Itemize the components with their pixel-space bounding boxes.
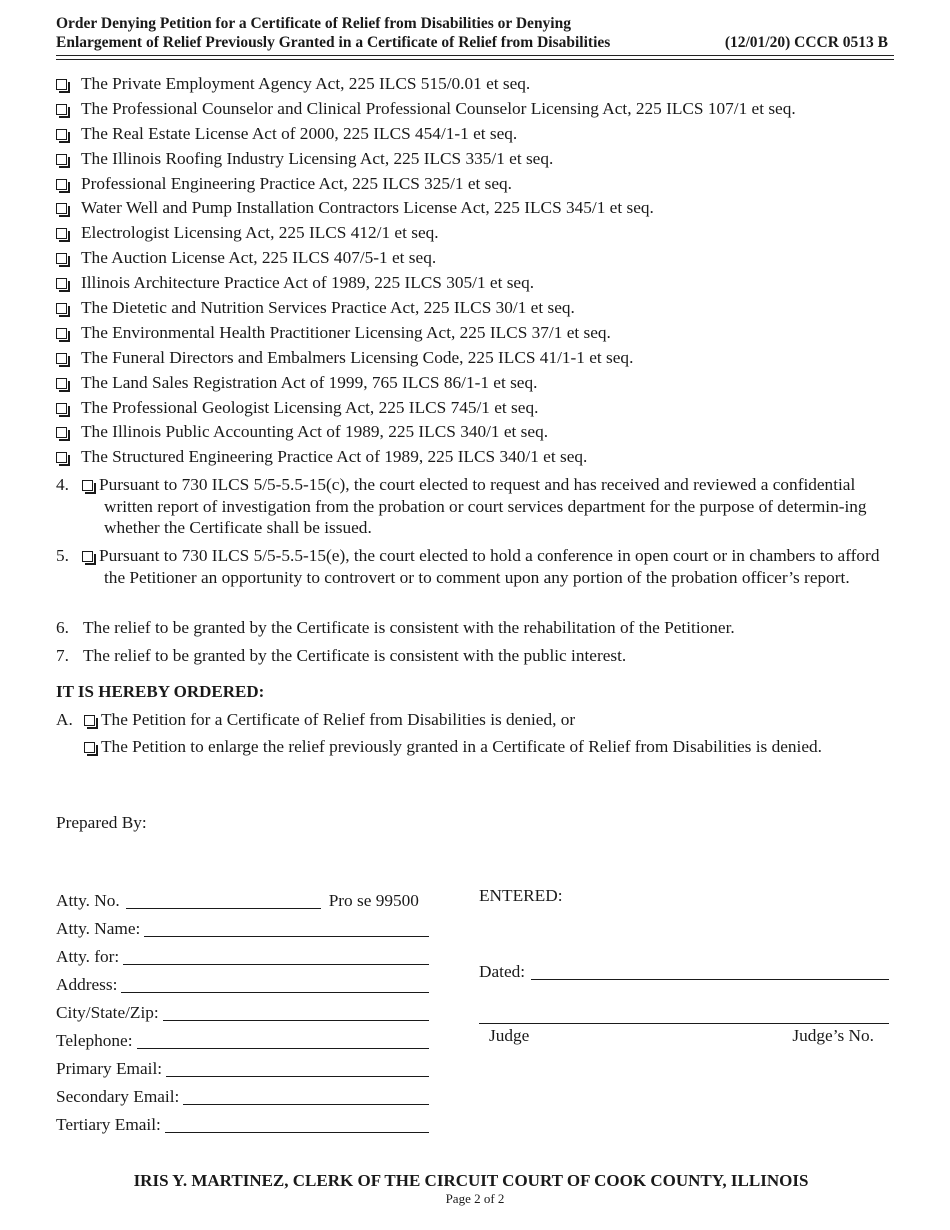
licensing-acts-list — [56, 72, 896, 470]
deny-enlargement-checkbox[interactable] — [84, 742, 95, 753]
header-rule-thin — [56, 59, 894, 60]
list-item — [56, 97, 896, 122]
act-label: The Environmental Health Practitioner Licensing Act, 225 ILCS 37/1 et seq. — [81, 322, 611, 342]
atty-no-field[interactable] — [126, 907, 321, 909]
act-label: The Real Estate License Act of 2000, 225 ILCS 454/1-1 et seq. — [81, 123, 518, 143]
dated-row — [479, 960, 889, 984]
field-label: Atty. Name: — [56, 919, 141, 938]
act-label: The Illinois Roofing Industry Licensing Act, 225 ILCS 335/1 et seq. — [81, 148, 554, 168]
finding-text: Pursuant to 730 ILCS 5/5-5.5-15(c), the court elected to request and has received and reviewed a confidential written report of investigation from the probation or court services department for the purpose of determin-ing whether the Certificate shall be issued. — [99, 475, 867, 537]
list-item — [56, 172, 896, 197]
finding-5-checkbox[interactable] — [82, 551, 93, 562]
act-label: The Private Employment Agency Act, 225 ILCS 515/0.01 et seq. — [81, 74, 531, 93]
atty-no-row — [56, 885, 429, 913]
atty-name-field[interactable] — [144, 935, 429, 937]
entered-label: ENTERED: — [479, 886, 563, 905]
act-label: Illinois Architecture Practice Act of 1989, 225 ILCS 305/1 et seq. — [81, 273, 535, 293]
field-label: Atty. No. — [56, 891, 120, 910]
order-option-deny-certificate — [56, 710, 575, 730]
order-option-deny-enlargement — [84, 737, 822, 757]
checkbox[interactable] — [56, 328, 67, 339]
act-label: The Dietetic and Nutrition Services Practice Act, 225 ILCS 30/1 et seq. — [81, 298, 575, 318]
list-item — [56, 445, 896, 470]
act-label: The Illinois Public Accounting Act of 1989, 225 ILCS 340/1 et seq. — [81, 422, 549, 442]
judge-signature-line[interactable] — [479, 1023, 889, 1024]
pro-se-code: Pro se 99500 — [328, 891, 419, 910]
act-label: The Land Sales Registration Act of 1999, 765 ILCS 86/1-1 et seq. — [81, 372, 538, 392]
secondary-email-row — [56, 1081, 429, 1109]
finding-text: The relief to be granted by the Certificate is consistent with the rehabilitation of the Petitioner. — [83, 618, 735, 637]
page-number: Page 2 of 2 — [445, 1191, 505, 1206]
attorney-info-block — [56, 885, 429, 1137]
prepared-by-label: Prepared By: — [56, 813, 147, 832]
list-item — [56, 196, 896, 221]
list-item — [56, 271, 896, 296]
field-label: Primary Email: — [56, 1059, 163, 1078]
field-label: City/State/Zip: — [56, 1003, 159, 1022]
list-item — [56, 147, 896, 172]
checkbox[interactable] — [56, 79, 67, 90]
finding-text: The relief to be granted by the Certificate is consistent with the public interest. — [83, 646, 627, 665]
act-label: Professional Engineering Practice Act, 225 ILCS 325/1 et seq. — [81, 173, 512, 193]
finding-6 — [56, 617, 896, 639]
act-label: The Auction License Act, 225 ILCS 407/5-1 et seq. — [81, 248, 437, 268]
finding-number: 4. — [56, 475, 69, 494]
list-item — [56, 420, 896, 445]
primary-email-field[interactable] — [166, 1075, 429, 1077]
address-field[interactable] — [121, 991, 429, 993]
order-heading: IT IS HEREBY ORDERED: — [56, 682, 265, 701]
field-label: Telephone: — [56, 1031, 133, 1050]
form-title-line2: Enlargement of Relief Previously Granted in a Certificate of Relief from Disabilities — [56, 34, 611, 51]
atty-for-field[interactable] — [123, 963, 429, 965]
telephone-field[interactable] — [137, 1047, 429, 1049]
list-item — [56, 346, 896, 371]
act-label: The Funeral Directors and Embalmers Licensing Code, 225 ILCS 41/1-1 et seq. — [81, 347, 634, 367]
checkbox[interactable] — [56, 203, 67, 214]
dated-label: Dated: — [479, 962, 526, 981]
city-state-zip-field[interactable] — [163, 1019, 429, 1021]
checkbox[interactable] — [56, 154, 67, 165]
telephone-row — [56, 1025, 429, 1053]
list-item — [56, 296, 896, 321]
tertiary-email-field[interactable] — [165, 1131, 429, 1133]
act-label: The Professional Counselor and Clinical Professional Counselor Licensing Act, 225 ILCS 107/1 et seq. — [81, 98, 796, 118]
list-item — [56, 221, 896, 246]
checkbox[interactable] — [56, 179, 67, 190]
act-label: Water Well and Pump Installation Contractors License Act, 225 ILCS 345/1 et seq. — [81, 198, 654, 218]
field-label: Address: — [56, 975, 118, 994]
dated-field[interactable] — [531, 960, 889, 980]
checkbox[interactable] — [56, 228, 67, 239]
list-item — [56, 396, 896, 421]
list-item — [56, 246, 896, 271]
list-item — [56, 72, 896, 97]
finding-number: 5. — [56, 546, 69, 565]
secondary-email-field[interactable] — [183, 1103, 429, 1105]
list-item — [56, 122, 896, 147]
address-row — [56, 969, 429, 997]
field-label: Tertiary Email: — [56, 1115, 161, 1134]
checkbox[interactable] — [56, 303, 67, 314]
tertiary-email-row — [56, 1109, 429, 1137]
deny-certificate-checkbox[interactable] — [84, 715, 95, 726]
clerk-footer: IRIS Y. MARTINEZ, CLERK OF THE CIRCUIT COURT OF COOK COUNTY, ILLINOIS — [133, 1171, 809, 1190]
checkbox[interactable] — [56, 378, 67, 389]
city-state-zip-row — [56, 997, 429, 1025]
field-label: Atty. for: — [56, 947, 120, 966]
form-code: (12/01/20) CCCR 0513 B — [724, 34, 888, 51]
act-label: The Structured Engineering Practice Act of 1989, 225 ILCS 340/1 et seq. — [81, 447, 588, 467]
finding-4-checkbox[interactable] — [82, 480, 93, 491]
act-label: The Professional Geologist Licensing Act, 225 ILCS 745/1 et seq. — [81, 397, 539, 417]
checkbox[interactable] — [56, 253, 67, 264]
act-label: Electrologist Licensing Act, 225 ILCS 412/1 et seq. — [81, 223, 439, 243]
list-item — [56, 371, 896, 396]
header-rule — [56, 55, 894, 56]
checkbox[interactable] — [56, 104, 67, 115]
atty-name-row — [56, 913, 429, 941]
finding-number: 7. — [56, 646, 69, 665]
form-title-line1: Order Denying Petition for a Certificate of Relief from Disabilities or Denying — [56, 15, 571, 32]
judge-label: Judge — [489, 1026, 530, 1045]
finding-number: 6. — [56, 618, 69, 637]
checkbox[interactable] — [56, 353, 67, 364]
list-item — [56, 321, 896, 346]
atty-for-row — [56, 941, 429, 969]
judge-number-label: Judge’s No. — [792, 1026, 874, 1045]
finding-7 — [56, 645, 896, 667]
finding-5 — [56, 545, 896, 588]
checkbox[interactable] — [56, 452, 67, 463]
order-option-text: The Petition to enlarge the relief previously granted in a Certificate of Relief from Disabilities is denied. — [101, 737, 822, 756]
form-header — [56, 14, 894, 52]
finding-text: Pursuant to 730 ILCS 5/5-5.5-15(e), the court elected to hold a conference in open court or in chambers to afford the Petitioner an opportunity to controvert or to comment upon any portion of the probation officer’s report. — [99, 546, 880, 587]
field-label: Secondary Email: — [56, 1087, 180, 1106]
checkbox[interactable] — [56, 403, 67, 414]
primary-email-row — [56, 1053, 429, 1081]
finding-4 — [56, 474, 896, 539]
order-label-a: A. — [56, 710, 73, 729]
checkbox[interactable] — [56, 278, 67, 289]
checkbox[interactable] — [56, 129, 67, 140]
checkbox[interactable] — [56, 427, 67, 438]
order-option-text: The Petition for a Certificate of Relief from Disabilities is denied, or — [101, 710, 576, 729]
